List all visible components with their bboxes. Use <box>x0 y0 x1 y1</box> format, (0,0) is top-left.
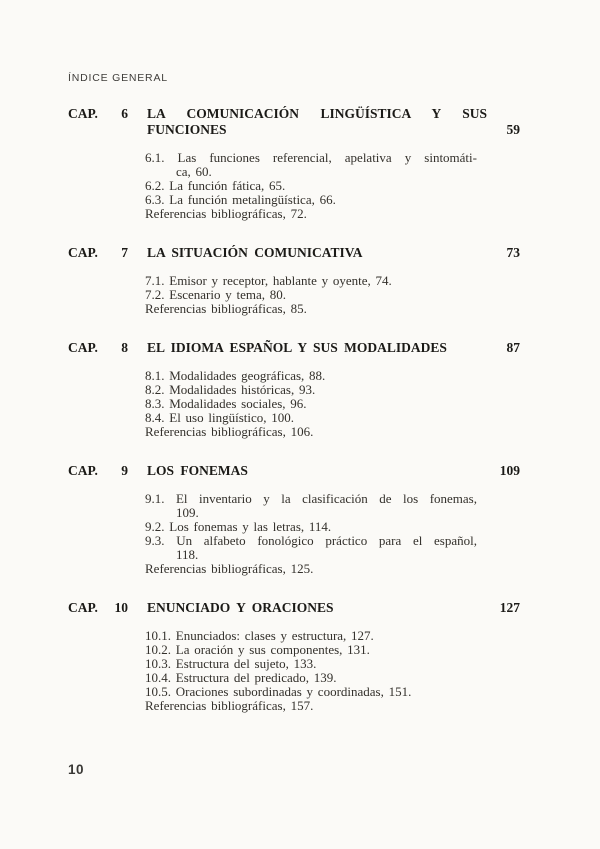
toc-item-continuation: 109. <box>176 505 199 520</box>
chapter-title: EL IDIOMA ESPAÑOL Y SUS MODALIDADES <box>147 340 447 355</box>
chapter-title: LOS FONEMAS <box>147 463 248 478</box>
chapter-heading <box>68 106 520 138</box>
toc-item <box>145 151 477 179</box>
toc-chapter <box>68 340 520 439</box>
toc-item <box>145 383 477 397</box>
toc-item <box>145 534 477 562</box>
chapter-items <box>68 369 477 439</box>
chapter-title: LA SITUACIÓN COMUNICATIVA <box>147 245 363 260</box>
toc-item-text: 6.2. La función fática, 65. <box>145 178 286 193</box>
toc-item-text: 8.4. El uso lingüístico, 100. <box>145 410 294 425</box>
toc-item-text: 8.3. Modalidades sociales, 96. <box>145 396 307 411</box>
toc-item <box>145 562 477 576</box>
toc-item-text: 9.3. Un alfabeto fonológico práctico para el español, <box>145 533 477 548</box>
chapter-items <box>68 492 477 576</box>
toc-chapter <box>68 463 520 576</box>
chapter-page-number: 87 <box>506 340 520 355</box>
toc-item <box>145 520 477 534</box>
toc-item <box>145 492 477 520</box>
toc-item <box>145 629 477 643</box>
toc-item <box>145 369 477 383</box>
toc-item <box>145 179 477 193</box>
toc-item-text: Referencias bibliográficas, 85. <box>145 301 307 316</box>
toc-item-text: 10.5. Oraciones subordinadas y coordinadas, 151. <box>145 684 412 699</box>
chapter-cap-label: CAP. <box>68 463 98 478</box>
toc-item <box>145 193 477 207</box>
chapter-items <box>68 629 477 713</box>
toc-item <box>145 425 477 439</box>
page-folio-number: 10 <box>68 762 85 777</box>
chapter-cap-label: CAP. <box>68 245 98 260</box>
toc-item-text: 10.4. Estructura del predicado, 139. <box>145 670 337 685</box>
toc-item <box>145 671 477 685</box>
chapter-number: 6 <box>121 106 128 121</box>
toc-item <box>145 657 477 671</box>
toc-item <box>145 207 477 221</box>
toc-item-text: 7.1. Emisor y receptor, hablante y oyente, 74. <box>145 273 392 288</box>
chapter-heading <box>68 463 520 479</box>
chapter-title: ENUNCIADO Y ORACIONES <box>147 600 334 615</box>
toc-item-text: 8.1. Modalidades geográficas, 88. <box>145 368 326 383</box>
toc-item <box>145 274 477 288</box>
chapter-number: 7 <box>121 245 128 260</box>
toc-item <box>145 699 477 713</box>
chapter-heading <box>68 245 520 261</box>
toc-item-text: 10.2. La oración y sus componentes, 131. <box>145 642 370 657</box>
toc-item <box>145 643 477 657</box>
toc-item-text: 6.1. Las funciones referencial, apelativa y sintomáti- <box>145 150 477 165</box>
chapter-items <box>68 274 477 316</box>
chapter-cap-label: CAP. <box>68 340 98 355</box>
toc-chapter <box>68 245 520 316</box>
toc-item-continuation: 118. <box>176 547 199 562</box>
toc-item <box>145 685 477 699</box>
chapter-heading <box>68 340 520 356</box>
toc-item-text: 8.2. Modalidades históricas, 93. <box>145 382 316 397</box>
toc-item-text: Referencias bibliográficas, 157. <box>145 698 314 713</box>
toc-item-text: 6.3. La función metalingüística, 66. <box>145 192 336 207</box>
chapter-page-number: 59 <box>506 122 520 137</box>
toc-item <box>145 302 477 316</box>
toc-item-text: 10.3. Estructura del sujeto, 133. <box>145 656 317 671</box>
chapter-number: 10 <box>114 600 128 615</box>
toc-item-text: 10.1. Enunciados: clases y estructura, 127. <box>145 628 374 643</box>
toc-item <box>145 411 477 425</box>
toc-item <box>145 288 477 302</box>
chapter-number: 9 <box>121 463 128 478</box>
chapter-heading <box>68 600 520 616</box>
chapter-items <box>68 151 477 221</box>
chapter-page-number: 109 <box>499 463 520 478</box>
toc-chapter <box>68 106 520 221</box>
toc-item-continuation: ca, 60. <box>176 164 212 179</box>
chapter-number: 8 <box>121 340 128 355</box>
toc-item-text: Referencias bibliográficas, 106. <box>145 424 314 439</box>
toc-chapter <box>68 600 520 713</box>
running-head: ÍNDICE GENERAL <box>68 72 168 84</box>
toc-item-text: 7.2. Escenario y tema, 80. <box>145 287 287 302</box>
toc-item-text: 9.1. El inventario y la clasificación de los fonemas, <box>145 491 477 506</box>
toc-item-text: Referencias bibliográficas, 125. <box>145 561 314 576</box>
chapter-page-number: 127 <box>499 600 520 615</box>
toc-list <box>68 106 520 737</box>
chapter-title: LA COMUNICACIÓN LINGÜÍSTICA Y SUS FUNCIONES <box>147 106 487 137</box>
chapter-cap-label: CAP. <box>68 600 98 615</box>
chapter-cap-label: CAP. <box>68 106 98 121</box>
toc-item-text: 9.2. Los fonemas y las letras, 114. <box>145 519 332 534</box>
toc-item-text: Referencias bibliográficas, 72. <box>145 206 307 221</box>
chapter-page-number: 73 <box>506 245 520 260</box>
toc-item <box>145 397 477 411</box>
